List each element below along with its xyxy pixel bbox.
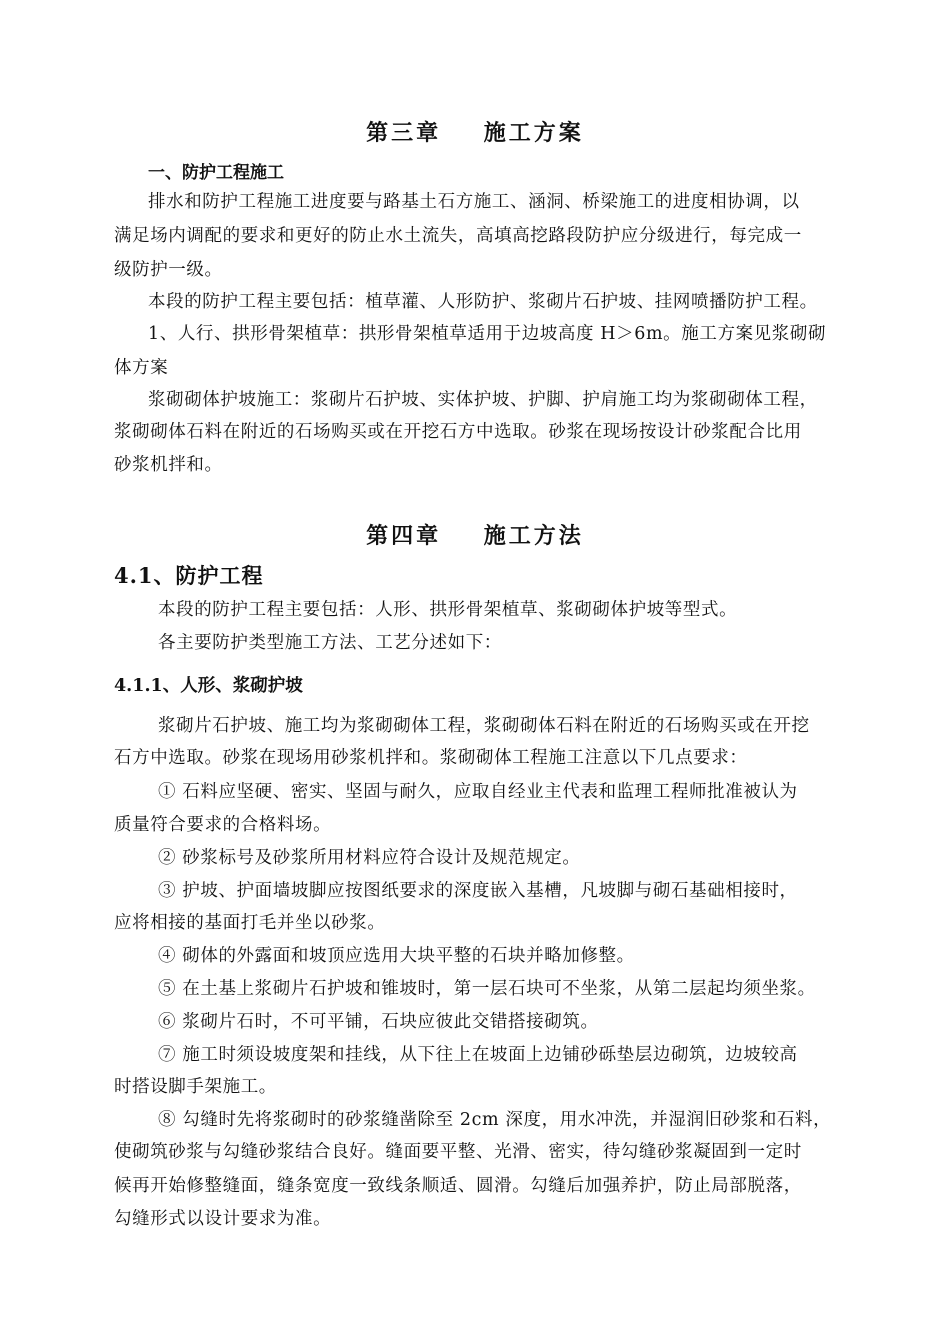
paragraph-line: 体方案 <box>114 358 169 378</box>
list-item: ② 砂浆标号及砂浆所用材料应符合设计及规范规定。 <box>158 848 581 868</box>
list-item: ⑥ 浆砌片石时，不可平铺，石块应彼此交错搭接砌筑。 <box>158 1012 599 1032</box>
list-item: ① 石料应坚硬、密实、坚固与耐久，应取自经业主代表和监理工程师批准被认为 <box>158 782 798 802</box>
paragraph-line: 各主要防护类型施工方法、工艺分述如下： <box>158 633 502 653</box>
list-item: ④ 砌体的外露面和坡顶应选用大块平整的石块并略加修整。 <box>158 946 635 966</box>
paragraph-line: 浆砌砌体石料在附近的石场购买或在开挖石方中选取。砂浆在现场按设计砂浆配合比用 <box>114 422 802 442</box>
chapter-3-title: 第三章 施工方案 <box>366 120 584 146</box>
section-title: 一、防护工程施工 <box>148 163 284 183</box>
paragraph-line: 1、人行、拱形骨架植草：拱形骨架植草适用于边坡高度 H＞6m。施工方案见浆砌砌 <box>148 324 827 344</box>
paragraph-line: 勾缝形式以设计要求为准。 <box>114 1209 332 1229</box>
list-item: ③ 护坡、护面墙坡脚应按图纸要求的深度嵌入基槽，凡坡脚与砌石基础相接时， <box>158 881 798 901</box>
list-item: ⑧ 勾缝时先将浆砌时的砂浆缝凿除至 2cm 深度，用水冲洗，并湿润旧砂浆和石料， <box>158 1110 832 1130</box>
paragraph-line: 本段的防护工程主要包括：人形、拱形骨架植草、浆砌砌体护坡等型式。 <box>158 600 738 620</box>
paragraph-line: 质量符合要求的合格料场。 <box>114 815 332 835</box>
paragraph-line: 满足场内调配的要求和更好的防止水土流失，高填高挖路段防护应分级进行，每完成一 <box>114 226 802 246</box>
list-item: ⑤ 在土基上浆砌片石护坡和锥坡时，第一层石块可不坐浆，从第二层起均须坐浆。 <box>158 979 816 999</box>
paragraph-line: 排水和防护工程施工进度要与路基土石方施工、涵洞、桥梁施工的进度相协调，以 <box>148 192 800 212</box>
paragraph-line: 候再开始修整缝面，缝条宽度一致线条顺适、圆滑。勾缝后加强养护，防止局部脱落， <box>114 1176 802 1196</box>
list-item: ⑦ 施工时须设坡度架和挂线，从下往上在坡面上边铺砂砾垫层边砌筑，边坡较高 <box>158 1045 798 1065</box>
paragraph-line: 使砌筑砂浆与勾缝砂浆结合良好。缝面要平整、光滑、密实，待勾缝砂浆凝固到一定时 <box>114 1142 802 1162</box>
chapter-4-title: 第四章 施工方法 <box>366 523 584 549</box>
paragraph-line: 浆砌砌体护坡施工：浆砌片石护坡、实体护坡、护脚、护肩施工均为浆砌砌体工程， <box>148 390 818 410</box>
paragraph-line: 级防护一级。 <box>114 260 223 280</box>
paragraph-line: 应将相接的基面打毛并坐以砂浆。 <box>114 913 386 933</box>
subsection-heading: 4.1.1、人形、浆砌护坡 <box>114 676 303 696</box>
paragraph-line: 浆砌片石护坡、施工均为浆砌砌体工程，浆砌砌体石料在附近的石场购买或在开挖 <box>158 716 810 736</box>
paragraph-line: 石方中选取。砂浆在现场用砂浆机拌和。浆砌砌体工程施工注意以下几点要求： <box>114 748 748 768</box>
paragraph-line: 砂浆机拌和。 <box>114 455 223 475</box>
paragraph-line: 本段的防护工程主要包括：植草灌、人形防护、浆砌片石护坡、挂网喷播防护工程。 <box>148 292 818 312</box>
paragraph-line: 时搭设脚手架施工。 <box>114 1077 277 1097</box>
section-heading: 4.1、防护工程 <box>114 563 264 588</box>
